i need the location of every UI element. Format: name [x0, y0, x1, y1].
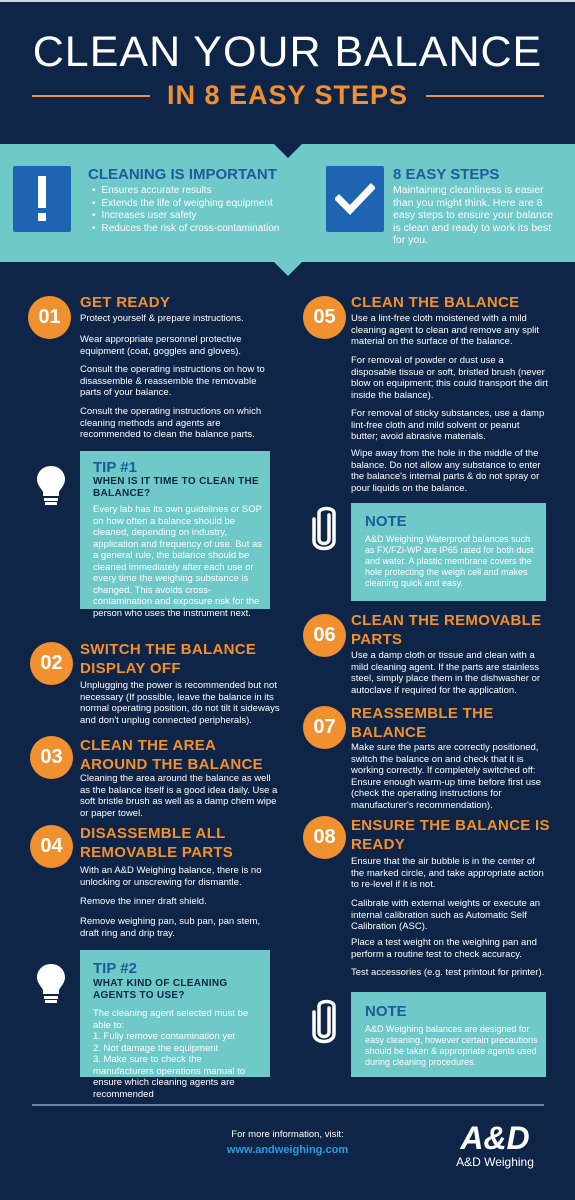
intro-right-text: Maintaining cleanliness is easier than you might think. Here are 8 easy steps to ensure your balance is clean and ready to work its best for you. [393, 184, 553, 246]
note-2-text: A&D Weighing balances are designed for easy cleaning, however certain precautions should be taken & appropriate agents used during cleaning procedures. [365, 1024, 538, 1067]
step-text-05d: Wipe away from the hole in the middle of the balance. Do not allow any substance to enter the balance's internal parts & do not spray or pour liquids on the balance. [351, 448, 541, 494]
page-title: CLEAN YOUR BALANCE [32, 28, 543, 76]
list-item: • Ensures accurate results [92, 185, 292, 198]
step-title-05: CLEAN THE BALANCE [351, 294, 520, 311]
step-number-07: 07 [303, 706, 346, 749]
step-title-01: GET READY [80, 294, 171, 311]
tip-2-text [93, 1008, 265, 1100]
step-title-02: SWITCH THE BALANCE DISPLAY OFF [80, 641, 257, 677]
step-text-04c: Remove weighing pan, sub pan, pan stem, draft ring and drip tray. [80, 916, 261, 939]
brand-name: A&D Weighing [456, 1155, 534, 1169]
note-1-title: NOTE [365, 513, 407, 530]
footer-info: For more information, visit: [231, 1129, 344, 1140]
note-2-title: NOTE [365, 1003, 407, 1020]
step-text-01d: Consult the operating instructions on which cleaning methods and agents are recommended to clean the balance parts. [80, 406, 262, 440]
step-text-08a: Ensure that the air bubble is in the center of the marked circle, and take appropriate action to re-level if it is not. [351, 856, 544, 890]
step-text-08b: Calibrate with external weights or execute an internal calibration such as Automatic Self Calibration (ASC). [351, 898, 541, 932]
step-number-05: 05 [303, 296, 346, 339]
step-number-08: 08 [303, 816, 346, 859]
step-number-03: 03 [30, 736, 73, 779]
step-number-02: 02 [30, 642, 73, 685]
intro-notch-top [274, 144, 302, 158]
step-number-04: 04 [30, 825, 73, 868]
tip-2-line: 3. Make sure to check the manufacturers operations manual to ensure which cleaning agents are recommended [93, 1054, 246, 1100]
tip-1-subtitle: WHEN IS IT TIME TO CLEAN THE BALANCE? [93, 476, 259, 499]
intro-notch-bottom [274, 262, 302, 276]
tip-2-subtitle: WHAT KIND OF CLEANING AGENTS TO USE? [93, 978, 228, 1001]
lightbulb-icon [32, 462, 70, 513]
step-text-04b: Remove the inner draft shield. [80, 896, 207, 907]
intro-left-title: CLEANING IS IMPORTANT [88, 166, 277, 183]
step-text-07: Make sure the parts are correctly positioned, switch the balance on and check that it is working correctly. If completely switched off: Ensure enough warm-up time before first use (check the operating instructions for manufacturer's recommendation). [351, 742, 542, 811]
step-text-08c: Place a test weight on the weighing pan and perform a routine test to check accuracy. [351, 937, 537, 960]
tip-2-line: The cleaning agent selected must be able to: [93, 1008, 249, 1031]
tip-2-line: 2. Not damage the equipment [93, 1042, 219, 1054]
step-text-01a: Protect yourself & prepare instructions. [80, 313, 244, 324]
paperclip-icon [307, 998, 341, 1051]
step-title-04: DISASSEMBLE ALL REMOVABLE PARTS [80, 825, 234, 861]
step-title-06: CLEAN THE REMOVABLE PARTS [351, 612, 542, 648]
header-top-rule [0, 0, 575, 2]
step-text-06: Use a damp cloth or tissue and clean with a mild cleaning agent. If the parts are stainless steel, simply place them in the dishwasher or autoclave if required for the application. [351, 650, 541, 696]
step-text-05a: Use a lint-free cloth moistened with a mild cleaning agent to clean and remove any split material on the surface of the balance. [351, 313, 540, 347]
step-text-01c: Consult the operating instructions on how to disassemble & reassemble the removable parts of your balance. [80, 364, 265, 398]
footer-divider [32, 1104, 544, 1106]
list-item: • Reduces the risk of cross-contamination [92, 223, 292, 236]
exclamation-icon [13, 166, 71, 232]
intro-left-list [92, 185, 292, 235]
footer-website-link[interactable]: www.andweighing.com [226, 1144, 349, 1156]
brand-logo [446, 1120, 544, 1154]
checkmark-icon [326, 166, 384, 232]
step-number-06: 06 [303, 614, 346, 657]
tip-1-title: TIP #1 [93, 459, 137, 476]
list-item: • Increases user safety [92, 210, 292, 223]
step-text-05b: For removal of powder or dust use a disposable tissue or soft, bristled brush (never blow on equipment; this could transport the dirt inside the balance). [351, 355, 548, 401]
step-text-03: Cleaning the area around the balance as well as the balance itself is a good idea daily. Use a soft bristle brush as well as a damp chem wipe or paper towel. [80, 773, 278, 819]
tip-2-title: TIP #2 [93, 960, 137, 977]
intro-right-title: 8 EASY STEPS [393, 166, 500, 183]
step-text-05c: For removal of sticky substances, use a damp lint-free cloth and mild solvent or peanut butter; avoid abrasive materials. [351, 408, 545, 442]
lightbulb-icon [32, 960, 70, 1011]
step-title-03: CLEAN THE AREA AROUND THE BALANCE [80, 737, 263, 773]
step-text-01b: Wear appropriate personnel protective equipment (coat, goggles and gloves). [80, 334, 242, 357]
tip-2-line: 1. Fully remove contamination yet [93, 1031, 236, 1042]
step-title-07: REASSEMBLE THE BALANCE [351, 705, 494, 741]
step-text-04a: With an A&D Weighing balance, there is no unlocking or unscrewing for dismantle. [80, 865, 262, 888]
step-text-02: Unplugging the power is recommended but not necessary (If possible, leave the balance in its normal operating position, do not tilt it sideways and don't unplug connected peripherals). [80, 680, 280, 726]
step-title-08: ENSURE THE BALANCE IS READY [351, 817, 550, 853]
step-text-08d: Test accessories (e.g. test printout for printer). [351, 967, 545, 978]
paperclip-icon [307, 505, 341, 558]
list-item: • Extends the life of weighing equipment [92, 198, 292, 211]
note-1-text: A&D Weighing Waterproof balances such as FX/FZi-WP are IP65 rated for both dust and water. A plastic membrane covers the hole protecting the weigh cell and makes cleaning quick and easy. [365, 534, 534, 588]
logo-mark-text: A&D [460, 1120, 530, 1154]
tip-1-text: Every lab has its own guidelines or SOP on how often a balance should be cleaned, depending on industry, application and frequency of use. But as a general rule, the balance should be cleaned immediately after each use or every time the weighing substance is changed. This avoids cross-contamination and exposure risk for the person who uses the instrument next. [93, 504, 263, 619]
step-number-01: 01 [28, 296, 71, 339]
page-subtitle: IN 8 EASY STEPS [166, 80, 409, 110]
